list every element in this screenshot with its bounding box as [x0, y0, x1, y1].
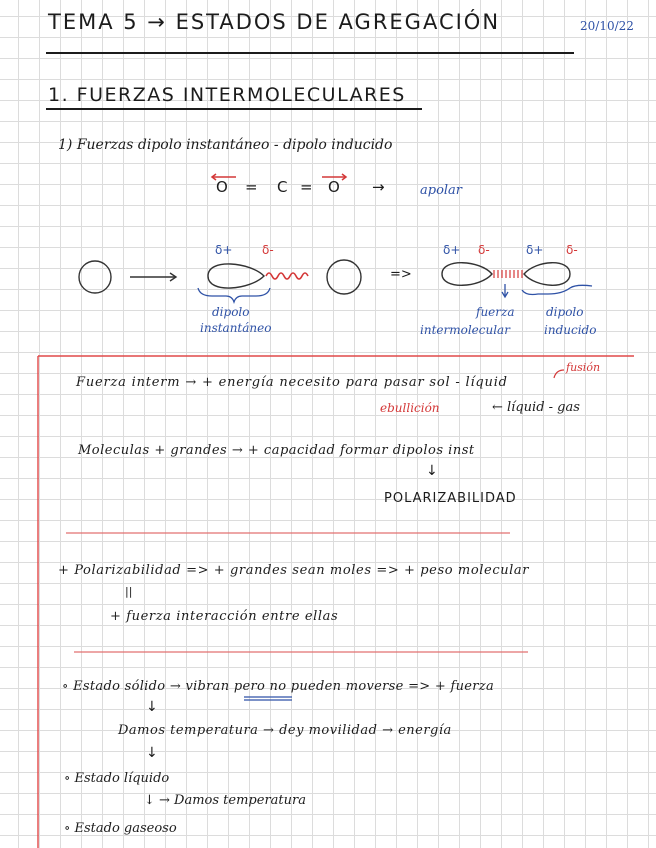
polarizabilidad-arrow: ↓: [426, 463, 438, 479]
delta-minus-2: δ-: [478, 243, 490, 257]
gas-state-line: ∘ Estado gaseoso: [64, 821, 177, 836]
solid-arrow-2: ↓: [146, 745, 158, 761]
atom-o2: O: [328, 178, 340, 196]
delta-plus-1: δ+: [215, 243, 233, 257]
label-fuerza-2: intermolecular: [420, 323, 510, 337]
delta-minus-3: δ-: [566, 243, 578, 257]
solid-state-line: ∘ Estado sólido → vibran pero no pueden moverse => + fuerza: [62, 679, 494, 694]
delta-plus-3: δ+: [526, 243, 544, 257]
equivalent-sign: ||: [125, 585, 133, 598]
solid-arrow: ↓: [146, 699, 158, 715]
bond-eq1: =: [245, 178, 258, 196]
page-title: TEMA 5 → ESTADOS DE AGREGACIÓN: [48, 10, 501, 34]
implies-arrow: =>: [390, 267, 412, 282]
fusion-label: fusión: [566, 361, 601, 374]
atom-o1: O: [216, 178, 228, 196]
label-fuerza: fuerza: [476, 305, 515, 319]
ebullicion-label: ebullición: [380, 401, 440, 415]
box-line4: + Polarizabilidad => + grandes sean moles => + peso molecular: [58, 563, 530, 578]
polarizabilidad-label: POLARIZABILIDAD: [384, 491, 517, 506]
date-label: 20/10/22: [580, 19, 634, 33]
solid-sub-line: Damos temperatura → dey movilidad → energía: [118, 723, 452, 738]
liquid-state-line: ∘ Estado líquido: [64, 771, 170, 786]
section-heading: 1. FUERZAS INTERMOLECULARES: [48, 84, 406, 106]
molecule-arrow: →: [372, 178, 385, 196]
box-line1: Fuerza interm → + energía necesito para pasar sol - líquid: [76, 375, 508, 390]
box-line5: + fuerza interacción entre ellas: [110, 609, 339, 624]
apolar-label: apolar: [420, 183, 463, 198]
label-dipolo-instantaneo: dipolo: [212, 305, 250, 319]
box-line3: Moleculas + grandes → + capacidad formar dipolos inst: [78, 443, 475, 458]
box-line2: ← líquid - gas: [492, 400, 580, 415]
atom-c: C: [277, 178, 288, 196]
label-dipolo-inducido: dipolo: [546, 305, 584, 319]
delta-plus-2: δ+: [443, 243, 461, 257]
item1-text: 1) Fuerzas dipolo instantáneo - dipolo inducido: [58, 137, 393, 153]
liquid-sub-line: ↓ → Damos temperatura: [144, 793, 306, 808]
label-dipolo-instantaneo-2: instantáneo: [200, 321, 272, 335]
delta-minus-1: δ-: [262, 243, 274, 257]
bond-eq2: =: [300, 178, 313, 196]
label-dipolo-inducido-2: inducido: [544, 323, 597, 337]
